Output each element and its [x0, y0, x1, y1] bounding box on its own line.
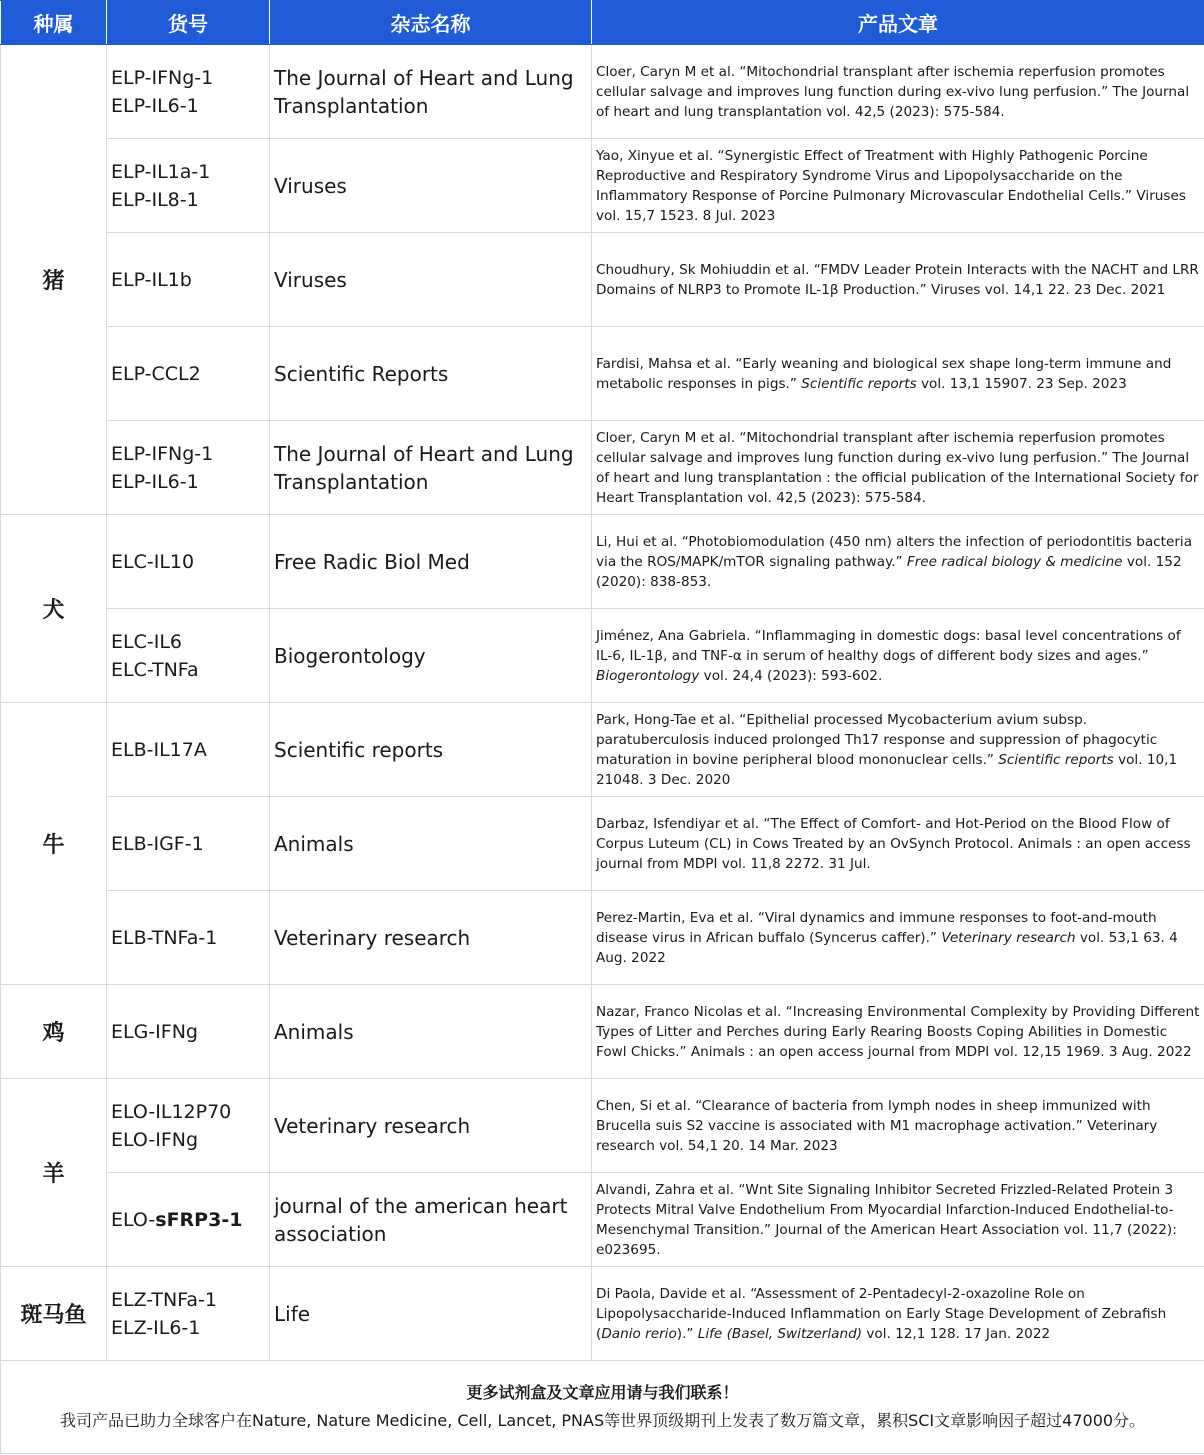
table-row: [1, 609, 1204, 703]
journal-name: Animals: [270, 985, 592, 1079]
citation-journal-italic: Veterinary research: [941, 929, 1076, 946]
catalog-number: ELP-IFNg-1: [111, 442, 214, 465]
species-pig: 猪: [1, 45, 107, 515]
table-row: [1, 515, 1204, 609]
article-citation: Nazar, Franco Nicolas et al. “Increasing Environmental Complexity by Providing Different Types of Litter and Perches during Early Rearing Boosts Coping Abilities in Domestic Fowl Chicks.” Animals : an open access journal from MDPI vol. 12,15 1969. 3 Aug. 2022: [592, 985, 1204, 1079]
journal-name: Viruses: [270, 233, 592, 327]
catalog-cell: [107, 891, 270, 985]
citation-text: Perez-Martin, Eva et al. “Viral dynamics and immune responses to foot-and-mouth disease virus in African buffalo (Syncerus caffer).”: [596, 909, 1157, 946]
article-citation: Yao, Xinyue et al. “Synergistic Effect of Treatment with Highly Pathogenic Porcine Reproductive and Respiratory Syndrome Virus and Lipopolysaccharide on the Inflammatory Response of Porcine Pulmonary Microvascular Endothelial Cells.” Viruses vol. 15,7 1523. 8 Jul. 2023: [592, 139, 1204, 233]
header-journal: 杂志名称: [270, 1, 592, 45]
table-row: [1, 703, 1204, 797]
catalog-cell: [107, 45, 270, 139]
article-citation: Alvandi, Zahra et al. “Wnt Site Signaling Inhibitor Secreted Frizzled-Related Protein 3 Protects Mitral Valve Endothelium From Myocardial Infarction-Induced Endothelial-to-Mesenchymal Transition.” Journal of the American Heart Association vol. 11,7 (2022): e023695.: [592, 1173, 1204, 1267]
citation-species-italic: Danio rerio: [601, 1325, 677, 1342]
journal-name: Life: [270, 1267, 592, 1361]
catalog-number: [111, 1206, 265, 1234]
catalog-number: ELP-IL6-1: [111, 94, 199, 117]
catalog-cell: [107, 233, 270, 327]
catalog-cell: [107, 515, 270, 609]
citation-text: ).”: [676, 1325, 698, 1342]
species-zebrafish: 斑马鱼: [1, 1267, 107, 1361]
journal-name: The Journal of Heart and Lung Transplantation: [270, 45, 592, 139]
catalog-number: ELP-IL1a-1: [111, 160, 211, 183]
journal-name: Viruses: [270, 139, 592, 233]
footer-cell: [1, 1361, 1204, 1454]
catalog-number: ELG-IFNg: [111, 1020, 198, 1043]
article-citation: [592, 609, 1204, 703]
table-row: [1, 1079, 1204, 1173]
citation-text: Fardisi, Mahsa et al. “Early weaning and biological sex shape long-term immune and metabolic responses in pigs.”: [596, 355, 1172, 392]
catalog-number: ELP-CCL2: [111, 362, 201, 385]
article-citation: [592, 515, 1204, 609]
citation-text: vol. 10,1 21048. 3 Dec. 2020: [596, 751, 1178, 788]
citation-text: Di Paola, Davide et al. “Assessment of 2-Pentadecyl-2-oxazoline Role on Lipopolysaccharide-Induced Inflammation on Early Stage Development of Zebrafish (: [596, 1285, 1167, 1342]
table-row: [1, 233, 1204, 327]
species-sheep: 羊: [1, 1079, 107, 1267]
article-citation: [592, 891, 1204, 985]
journal-name: Scientific reports: [270, 703, 592, 797]
species-dog: 犬: [1, 515, 107, 703]
article-citation: Cloer, Caryn M et al. “Mitochondrial transplant after ischemia reperfusion promotes cellular salvage and improves lung function during ex-vivo lung perfusion.” The Journal of heart and lung transplantation : the official publication of the International Society for Heart Transplantation vol. 42,5 (2023): 575-584.: [592, 421, 1204, 515]
header-row: [1, 1, 1204, 45]
citation-text: Li, Hui et al. “Photobiomodulation (450 nm) alters the infection of periodontitis bacteria via the ROS/MAPK/mTOR signaling pathway.”: [596, 533, 1193, 570]
article-citation: [592, 327, 1204, 421]
species-cow: 牛: [1, 703, 107, 985]
journal-name: Animals: [270, 797, 592, 891]
table-row: [1, 421, 1204, 515]
table-row: [1, 891, 1204, 985]
catalog-suffix-bold: sFRP3-1: [155, 1208, 243, 1231]
citation-text: Jiménez, Ana Gabriela. “Inflammaging in domestic dogs: basal level concentrations of IL-6, IL-1β, and TNF-α in serum of healthy dogs of different body sizes and ages.”: [596, 627, 1181, 664]
table-row: [1, 985, 1204, 1079]
journal-name: Biogerontology: [270, 609, 592, 703]
catalog-number: ELP-IFNg-1: [111, 66, 214, 89]
catalog-cell: [107, 421, 270, 515]
catalog-number: ELP-IL1b: [111, 268, 192, 291]
citation-journal-italic: Biogerontology: [596, 667, 700, 684]
article-citation: Chen, Si et al. “Clearance of bacteria from lymph nodes in sheep immunized with Brucella suis S2 vaccine is associated with M1 macrophage activation.” Veterinary research vol. 54,1 20. 14 Mar. 2023: [592, 1079, 1204, 1173]
journal-name: Veterinary research: [270, 1079, 592, 1173]
catalog-cell: [107, 327, 270, 421]
journal-name: Veterinary research: [270, 891, 592, 985]
catalog-cell: [107, 797, 270, 891]
catalog-number: ELB-IGF-1: [111, 832, 204, 855]
catalog-number: ELP-IL6-1: [111, 470, 199, 493]
journal-name: journal of the american heart association: [270, 1173, 592, 1267]
catalog-cell: [107, 1079, 270, 1173]
catalog-number: ELC-IL10: [111, 550, 195, 573]
article-citation: [592, 703, 1204, 797]
catalog-number: ELO-IL12P70: [111, 1100, 232, 1123]
journal-name: Scientific Reports: [270, 327, 592, 421]
species-chicken: 鸡: [1, 985, 107, 1079]
catalog-cell: [107, 1173, 270, 1267]
catalog-cell: [107, 985, 270, 1079]
catalog-cell: [107, 703, 270, 797]
catalog-number: ELZ-TNFa-1: [111, 1288, 217, 1311]
table-row: [1, 327, 1204, 421]
citation-journal-italic: Life (Basel, Switzerland): [697, 1325, 863, 1342]
catalog-number: ELP-IL8-1: [111, 188, 199, 211]
catalog-number: ELB-TNFa-1: [111, 926, 218, 949]
header-article: 产品文章: [592, 1, 1204, 45]
article-citation: Choudhury, Sk Mohiuddin et al. “FMDV Leader Protein Interacts with the NACHT and LRR Domains of NLRP3 to Promote IL-1β Production.” Viruses vol. 14,1 22. 23 Dec. 2021: [592, 233, 1204, 327]
catalog-number: ELB-IL17A: [111, 738, 207, 761]
citation-journal-italic: Scientific reports: [801, 375, 917, 392]
article-citation: [592, 1267, 1204, 1361]
header-catalog: 货号: [107, 1, 270, 45]
table-row: [1, 45, 1204, 139]
catalog-cell: [107, 139, 270, 233]
publication-summary: 我司产品已助力全球客户在Nature, Nature Medicine, Cell, Lancet, PNAS等世界顶级期刊上发表了数万篇文章，累积SCI文章影响因子超过47000分。: [59, 1411, 1146, 1430]
catalog-number: ELC-TNFa: [111, 658, 199, 681]
catalog-cell: [107, 609, 270, 703]
journal-name: The Journal of Heart and Lung Transplantation: [270, 421, 592, 515]
footer-row: [1, 1361, 1204, 1454]
article-citation: Cloer, Caryn M et al. “Mitochondrial transplant after ischemia reperfusion promotes cellular salvage and improves lung function during ex-vivo lung perfusion.” The Journal of heart and lung transplantation vol. 42,5 (2023): 575-584.: [592, 45, 1204, 139]
catalog-number: ELZ-IL6-1: [111, 1316, 201, 1339]
article-citation: Darbaz, Isfendiyar et al. “The Effect of Comfort- and Hot-Period on the Blood Flow of Corpus Luteum (CL) in Cows Treated by an OvSynch Protocol. Animals : an open access journal from MDPI vol. 11,8 2272. 31 Jul.: [592, 797, 1204, 891]
citation-text: vol. 24,4 (2023): 593-602.: [699, 667, 883, 684]
journal-name: Free Radic Biol Med: [270, 515, 592, 609]
table-row: [1, 139, 1204, 233]
catalog-number: ELO-IFNg: [111, 1128, 199, 1151]
table-row: [1, 1173, 1204, 1267]
citation-journal-italic: Scientific reports: [998, 751, 1114, 768]
citation-text: vol. 12,1 128. 17 Jan. 2022: [862, 1325, 1051, 1342]
citation-text: vol. 53,1 63. 4 Aug. 2022: [596, 929, 1178, 966]
contact-message: 更多试剂盒及文章应用请与我们联系！: [466, 1383, 739, 1402]
catalog-cell: [107, 1267, 270, 1361]
citation-journal-italic: Free radical biology & medicine: [906, 553, 1123, 570]
citation-text: vol. 13,1 15907. 23 Sep. 2023: [916, 375, 1127, 392]
citation-text: vol. 152 (2020): 838-853.: [596, 553, 1182, 590]
catalog-prefix: ELO-: [111, 1208, 156, 1231]
table-row: [1, 797, 1204, 891]
catalog-number: ELC-IL6: [111, 630, 182, 653]
table-row: [1, 1267, 1204, 1361]
header-species: 种属: [1, 1, 107, 45]
citation-text: Park, Hong-Tae et al. “Epithelial processed Mycobacterium avium subsp. paratuberculosis induced prolonged Th17 response and suppression of phagocytic maturation in bovine peripheral blood mononuclear cells.”: [596, 711, 1158, 768]
